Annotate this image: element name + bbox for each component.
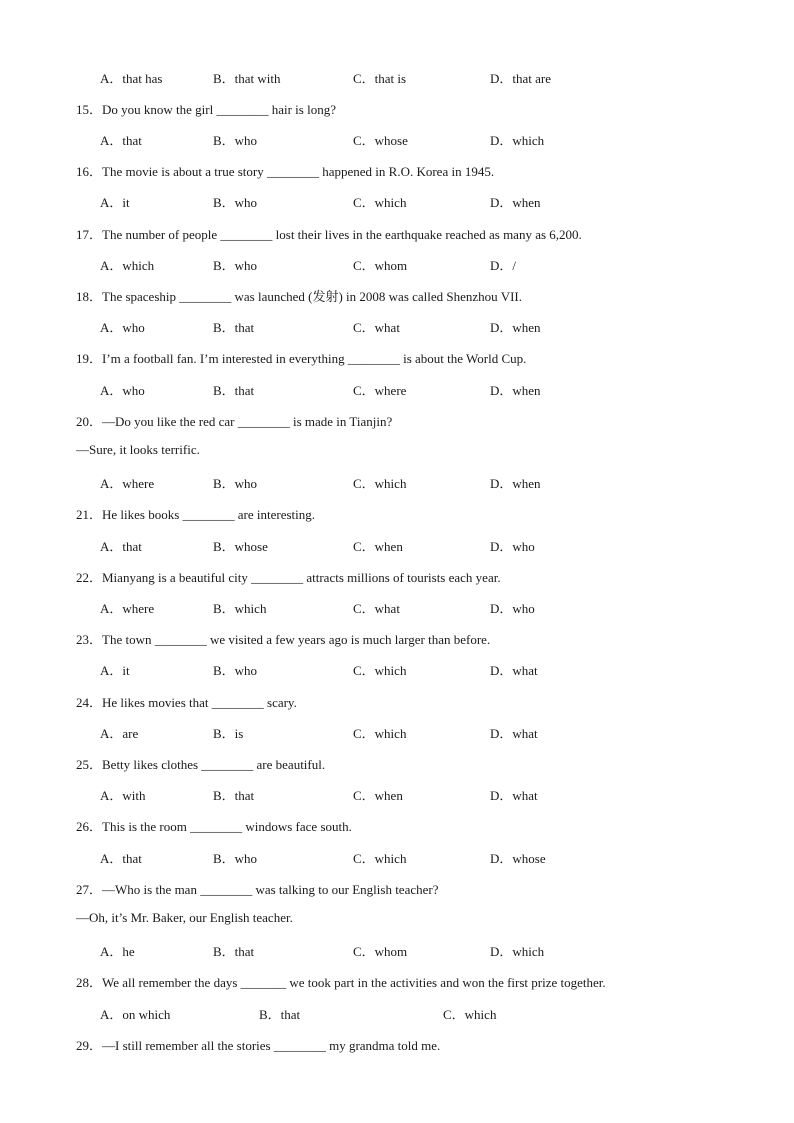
question-25-stem: 25．Betty likes clothes ________ are beautiful. — [76, 757, 326, 772]
option-b: B．that — [213, 788, 255, 803]
option-c: C．which — [353, 476, 407, 491]
question-15-stem: 15．Do you know the girl ________ hair is long? — [76, 102, 336, 117]
option-c: C．whom — [353, 944, 408, 959]
option-c: C．that is — [353, 71, 407, 86]
option-a: A．where — [100, 601, 155, 616]
option-d: D．when — [490, 476, 541, 491]
options-q28 — [0, 1004, 794, 1022]
question-27-reply: —Oh, it’s Mr. Baker, our English teacher. — [76, 910, 293, 925]
question-29-stem: 29．—I still remember all the stories ________ my grandma told me. — [76, 1038, 441, 1053]
option-b: B．who — [213, 663, 258, 678]
option-d: D．who — [490, 539, 535, 554]
options-q18 — [0, 317, 794, 335]
option-b: B．that — [213, 383, 255, 398]
option-c: C．where — [353, 383, 407, 398]
options-q21 — [0, 536, 794, 554]
option-a: A．it — [100, 663, 130, 678]
question-20-reply: —Sure, it looks terrific. — [76, 442, 200, 457]
option-a: A．are — [100, 726, 139, 741]
option-c: C．which — [353, 195, 407, 210]
question-19-stem: 19．I’m a football fan. I’m interested in everything ________ is about the World Cup. — [76, 351, 527, 366]
option-a: A．who — [100, 320, 145, 335]
option-a: A．with — [100, 788, 146, 803]
option-d: D．what — [490, 788, 538, 803]
options-q15 — [0, 130, 794, 148]
question-26-stem: 26．This is the room ________ windows face south. — [76, 819, 352, 834]
question-23-stem: 23．The town ________ we visited a few years ago is much larger than before. — [76, 632, 491, 647]
option-b: B．whose — [213, 539, 268, 554]
option-b: B．which — [213, 601, 267, 616]
question-24-stem: 24．He likes movies that ________ scary. — [76, 695, 297, 710]
options-q25 — [0, 785, 794, 803]
options-q16 — [0, 192, 794, 210]
option-c: C．whom — [353, 258, 408, 273]
options-q20 — [0, 473, 794, 491]
option-a: A．that — [100, 133, 142, 148]
option-b: B．is — [213, 726, 244, 741]
option-b: B．that with — [213, 71, 281, 86]
option-c: C．which — [353, 663, 407, 678]
option-a: A．he — [100, 944, 135, 959]
option-b: B．who — [213, 195, 258, 210]
question-17-stem: 17．The number of people ________ lost their lives in the earthquake reached as many as 6,200. — [76, 227, 582, 242]
option-a: A．that — [100, 851, 142, 866]
question-28-stem: 28．We all remember the days _______ we took part in the activities and won the first prize together. — [76, 975, 606, 990]
options-q24 — [0, 723, 794, 741]
option-c: C．what — [353, 320, 400, 335]
option-d: D．what — [490, 663, 538, 678]
option-d: D．what — [490, 726, 538, 741]
option-d: D．that are — [490, 71, 552, 86]
option-c: C．when — [353, 788, 403, 803]
options-q17 — [0, 255, 794, 273]
options-q22 — [0, 598, 794, 616]
option-d: D．which — [490, 133, 545, 148]
option-a: A．that — [100, 539, 142, 554]
option-b: B．who — [213, 851, 258, 866]
option-d: D．when — [490, 383, 541, 398]
option-c: C．which — [443, 1007, 497, 1022]
question-18-stem: 18．The spaceship ________ was launched (发射) in 2008 was called Shenzhou VII. — [76, 289, 522, 304]
options-q23 — [0, 660, 794, 678]
option-b: B．that — [213, 944, 255, 959]
option-c: C．what — [353, 601, 400, 616]
option-c: C．which — [353, 851, 407, 866]
option-a: A．it — [100, 195, 130, 210]
option-b: B．who — [213, 476, 258, 491]
question-22-stem: 22．Mianyang is a beautiful city ________ attracts millions of tourists each year. — [76, 570, 501, 585]
option-b: B．who — [213, 258, 258, 273]
option-d: D．when — [490, 320, 541, 335]
option-c: C．which — [353, 726, 407, 741]
question-20-stem: 20．—Do you like the red car ________ is made in Tianjin? — [76, 414, 393, 429]
option-d: D．/ — [490, 258, 517, 273]
options-q27 — [0, 941, 794, 959]
option-b: B．that — [259, 1007, 301, 1022]
option-d: D．who — [490, 601, 535, 616]
option-c: C．when — [353, 539, 403, 554]
options-q14 — [0, 68, 794, 86]
option-d: D．whose — [490, 851, 546, 866]
question-27-stem: 27．—Who is the man ________ was talking to our English teacher? — [76, 882, 439, 897]
option-a: A．on which — [100, 1007, 171, 1022]
option-c: C．whose — [353, 133, 408, 148]
option-a: A．that has — [100, 71, 163, 86]
options-q26 — [0, 848, 794, 866]
option-a: A．who — [100, 383, 145, 398]
option-b: B．who — [213, 133, 258, 148]
options-q19 — [0, 380, 794, 398]
option-b: B．that — [213, 320, 255, 335]
option-d: D．when — [490, 195, 541, 210]
option-a: A．where — [100, 476, 155, 491]
question-16-stem: 16．The movie is about a true story ________ happened in R.O. Korea in 1945. — [76, 164, 495, 179]
option-d: D．which — [490, 944, 545, 959]
option-a: A．which — [100, 258, 155, 273]
question-21-stem: 21．He likes books ________ are interesting. — [76, 507, 316, 522]
